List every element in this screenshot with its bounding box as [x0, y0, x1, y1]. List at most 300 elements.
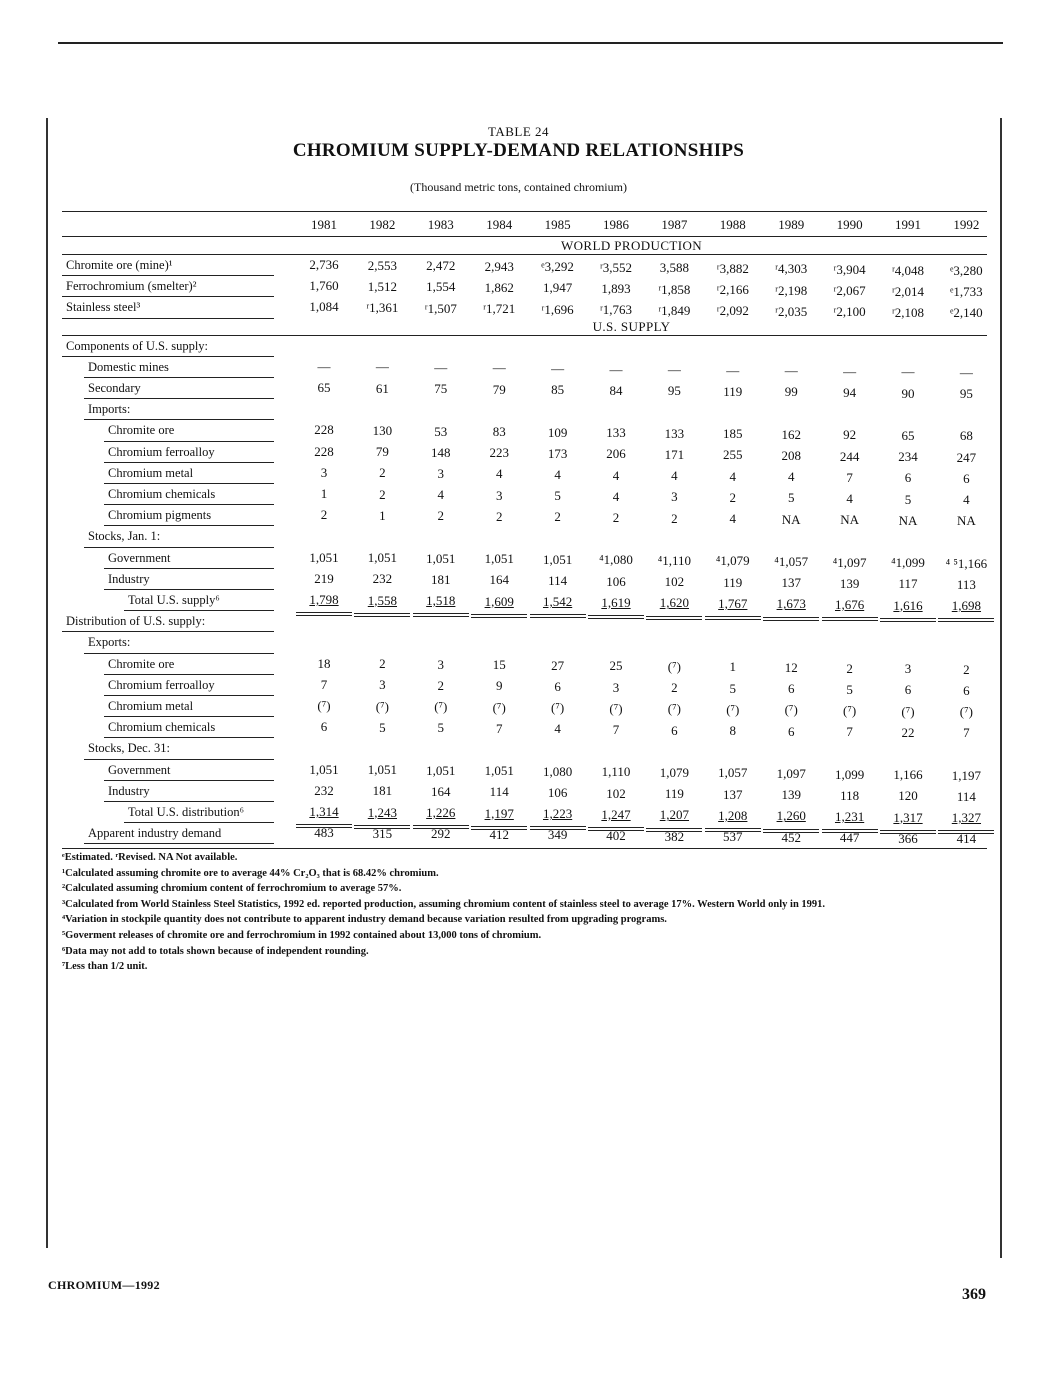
table-cell: 1,051: [309, 761, 339, 777]
table-cell: ʳ2,035: [775, 303, 808, 319]
table-cell: 292: [431, 826, 451, 842]
row-rule: [84, 547, 274, 548]
row-rule: [104, 504, 274, 505]
row-rule: [84, 653, 274, 654]
table-title: CHROMIUM SUPPLY-DEMAND RELATIONSHIPS: [292, 140, 745, 161]
table-cell: 5: [379, 719, 386, 735]
table-cell: 6: [671, 722, 678, 738]
table-cell: ʳ1,763: [599, 302, 633, 318]
total-double-rule: [413, 613, 469, 614]
table-cell: 2: [554, 509, 561, 525]
table-cell: (⁷): [784, 702, 798, 718]
table-cell: ʳ2,166: [716, 282, 749, 298]
table-cell: NA: [781, 511, 801, 527]
table-cell: 15: [492, 657, 506, 673]
table-cell: 75: [434, 381, 448, 397]
table-cell: —: [667, 362, 681, 378]
table-cell: 148: [431, 444, 451, 460]
table-cell: 1,051: [426, 762, 456, 778]
year-header: 1983: [427, 217, 454, 232]
table-cell: 537: [723, 829, 743, 845]
table-cell: 4: [437, 487, 445, 503]
table-cell: —: [784, 363, 798, 379]
table-cell: ʳ2,014: [891, 283, 925, 299]
table-cell: 315: [372, 825, 393, 841]
table-cell: —: [726, 362, 740, 378]
table-cell: 402: [606, 827, 626, 843]
table-cell: 3: [904, 661, 912, 677]
row-rule: [104, 589, 274, 590]
table-cell: 68: [959, 428, 973, 444]
table-cell: 223: [489, 445, 509, 461]
table-cell: 114: [489, 784, 509, 800]
table-cell: ⁴1,099: [891, 555, 925, 571]
row-label: Industry: [108, 571, 150, 586]
table-cell: 7: [320, 676, 328, 692]
table-cell: ⁴1,057: [774, 554, 809, 569]
row-rule: [84, 419, 274, 420]
total-value: 1,798: [309, 592, 339, 607]
section-rule: [62, 335, 987, 336]
table-cell: 1,079: [659, 764, 690, 780]
table-cell: 7: [846, 469, 853, 485]
table-cell: 173: [547, 445, 568, 461]
table-cell: 219: [314, 570, 334, 586]
table-cell: 3: [671, 489, 678, 505]
table-cell: NA: [840, 512, 859, 528]
footnotes: [62, 850, 992, 975]
table-cell: 2: [379, 465, 386, 481]
table-cell: ʳ2,108: [891, 304, 925, 320]
row-rule: [104, 462, 274, 463]
row-rule: [84, 843, 274, 844]
table-number: TABLE 24: [487, 124, 550, 139]
total-value: 1,673: [776, 596, 806, 612]
table-cell: 208: [781, 448, 801, 463]
row-label: Chromium pigments: [108, 508, 212, 523]
table-cell: 1,051: [309, 549, 339, 565]
table-cell: 2,553: [367, 257, 398, 273]
table-cell: 25: [609, 658, 623, 674]
table-cell: 1,051: [484, 763, 514, 779]
row-rule: [84, 398, 274, 399]
table-cell: 5: [729, 680, 737, 696]
total-double-rule: [822, 617, 878, 618]
table-cell: 7: [612, 721, 620, 737]
table-cell: 3: [320, 464, 328, 480]
total-value: 1,247: [601, 806, 631, 822]
table-cell: 85: [551, 382, 565, 398]
table-cell: 18: [317, 655, 331, 671]
row-label: Chromium ferroalloy: [108, 444, 215, 459]
year-header: 1989: [778, 217, 805, 232]
row-rule: [104, 737, 274, 738]
table-cell: ʳ2,100: [833, 304, 866, 320]
total-value: 1,260: [776, 808, 806, 824]
table-cell: 119: [664, 786, 684, 802]
row-rule: [104, 780, 274, 781]
table-cell: 139: [781, 787, 801, 803]
table-cell: ʳ2,092: [716, 303, 749, 319]
table-cell: 95: [959, 386, 973, 402]
table-cell: 2,472: [426, 258, 456, 274]
year-header: 1982: [369, 217, 396, 232]
table-cell: (⁷): [375, 698, 389, 714]
year-header: 1992: [953, 217, 980, 232]
table-cell: ʳ1,721: [483, 301, 516, 317]
table-cell: 3,588: [659, 260, 690, 276]
footnote: ¹Calculated assuming chromite ore to average 44% Cr₂O₃ that is 68.42% chromium.: [62, 867, 439, 879]
table-cell: (⁷): [842, 702, 857, 718]
table-cell: ⁴1,080: [599, 552, 633, 568]
table-cell: ʳ1,696: [541, 301, 574, 317]
table-cell: ᵉ3,292: [541, 259, 574, 275]
table-cell: 6: [904, 682, 912, 698]
table-cell: 1: [320, 486, 328, 501]
table-cell: 2: [379, 486, 386, 502]
table-cell: 5: [846, 681, 853, 697]
table-cell: (⁷): [550, 700, 565, 716]
row-rule: [62, 275, 274, 276]
row-label: Chromium metal: [108, 465, 194, 480]
table-cell: 106: [606, 573, 626, 589]
table-cell: —: [375, 359, 389, 375]
table-cell: 1,084: [309, 299, 339, 315]
row-label: Stainless steel³: [66, 300, 141, 315]
table-cell: ʳ1,507: [424, 300, 457, 316]
table-cell: 452: [781, 829, 801, 845]
table-cell: 102: [664, 574, 685, 590]
table-cell: 382: [664, 828, 685, 844]
table-cell: 99: [784, 384, 798, 400]
table-cell: 164: [431, 783, 451, 799]
table-cell: 1,051: [484, 551, 514, 567]
total-value: 1,226: [426, 805, 456, 821]
total-value: 1,207: [659, 807, 690, 823]
table-cell: 1,057: [718, 765, 748, 781]
row-label: Domestic mines: [88, 359, 169, 374]
table-cell: —: [317, 358, 331, 374]
total-double-rule: [705, 619, 761, 620]
table-cell: 114: [548, 573, 568, 588]
table-cell: 349: [547, 827, 568, 843]
table-cell: ʳ4,048: [891, 262, 925, 278]
table-cell: ʳ3,882: [716, 260, 749, 276]
table-cell: 139: [839, 575, 860, 591]
table-cell: 6: [554, 679, 561, 694]
table-cell: 1,051: [426, 550, 456, 566]
table-cell: 120: [898, 788, 918, 804]
table-cell: 2: [963, 661, 970, 677]
row-rule: [104, 483, 274, 484]
table-units: (Thousand metric tons, contained chromium): [410, 180, 627, 194]
table-cell: 234: [898, 449, 918, 465]
footnote: ⁵Goverment releases of chromite ore and ferrochromium in 1992 contained about 13,000 tons of chromium.: [62, 929, 542, 941]
right-margin-rule: [1000, 118, 1002, 1258]
table-cell: (⁷): [492, 699, 506, 715]
total-value: 1,616: [893, 597, 923, 613]
table-cell: 113: [956, 576, 976, 592]
table-cell: 118: [840, 787, 860, 803]
total-double-rule: [705, 616, 761, 617]
total-double-rule: [471, 614, 527, 615]
row-rule: [84, 377, 274, 378]
table-cell: (⁷): [667, 658, 681, 674]
table-cell: 137: [781, 575, 801, 591]
table-cell: 137: [723, 786, 743, 802]
year-header: 1988: [719, 217, 746, 232]
table-cell: ʳ3,904: [833, 261, 866, 277]
row-rule: [104, 568, 274, 569]
row-rule: [84, 759, 274, 760]
table-cell: 232: [372, 571, 393, 587]
table-cell: 1,947: [542, 280, 573, 296]
total-double-rule: [763, 620, 819, 621]
year-header: 1987: [661, 217, 688, 232]
table-cell: —: [609, 361, 623, 377]
table-cell: 1,080: [542, 763, 573, 779]
table-cell: 228: [314, 422, 334, 438]
table-cell: 255: [723, 447, 743, 463]
table-cell: 2,943: [484, 258, 514, 274]
row-label: Exports:: [88, 635, 131, 650]
table-cell: 206: [606, 446, 626, 462]
table-cell: 6: [904, 470, 912, 486]
total-value: 1,243: [367, 804, 398, 820]
total-double-rule: [938, 618, 994, 619]
table-cell: ʳ3,552: [599, 259, 633, 275]
table-cell: 1,051: [367, 762, 398, 778]
table-cell: 1,051: [542, 551, 573, 567]
row-label: Ferrochromium (smelter)²: [66, 279, 197, 294]
table-cell: 2: [846, 660, 853, 676]
table-cell: 1,760: [309, 278, 339, 294]
table-cell: 2,736: [309, 257, 339, 272]
table-cell: 6: [963, 682, 970, 698]
total-double-rule: [822, 620, 878, 621]
year-header: 1984: [486, 217, 513, 232]
table-cell: 109: [547, 424, 568, 440]
table-cell: —: [959, 364, 973, 380]
total-double-rule: [763, 617, 819, 618]
row-rule: [104, 525, 274, 526]
table-cell: 5: [904, 491, 912, 507]
total-double-rule: [530, 614, 586, 615]
table-cell: ⁴1,097: [832, 554, 867, 570]
total-double-rule: [880, 621, 936, 622]
table-cell: 2: [437, 508, 445, 524]
table-cell: 106: [547, 785, 568, 800]
table-cell: 2: [495, 508, 503, 524]
table-cell: 7: [495, 720, 503, 736]
year-header: 1990: [836, 217, 863, 232]
row-label: Stocks, Jan. 1:: [88, 529, 161, 544]
total-value: 1,620: [659, 595, 690, 611]
total-value: 1,698: [951, 598, 982, 614]
table-cell: 12: [784, 660, 798, 675]
left-margin-rule: [46, 118, 48, 1248]
table-cell: —: [492, 360, 506, 376]
top-rule: [58, 42, 1003, 44]
table-cell: 84: [609, 382, 623, 398]
table-cell: 181: [431, 571, 451, 587]
table-cell: —: [901, 364, 915, 380]
table-cell: ʳ4,303: [775, 261, 808, 277]
table-cell: —: [434, 359, 448, 375]
table-cell: 1,097: [776, 766, 806, 781]
footnote: ⁶Data may not add to totals shown because of independent rounding.: [62, 945, 369, 957]
table-cell: 65: [317, 380, 331, 395]
table-cell: 244: [839, 448, 860, 464]
table-cell: 133: [606, 425, 626, 441]
table-cell: 164: [489, 572, 509, 588]
table-cell: ᵉ3,280: [950, 263, 983, 279]
table-cell: 228: [314, 443, 334, 459]
total-value: 1,317: [893, 809, 923, 825]
footnote: ᵉEstimated. ʳRevised. NA Not available.: [62, 852, 238, 863]
table-cell: 61: [375, 380, 389, 396]
table-cell: (⁷): [609, 700, 623, 716]
table-cell: 2: [320, 507, 328, 523]
table-cell: 232: [314, 782, 334, 798]
row-rule: [62, 356, 274, 357]
table-cell: 1,893: [601, 280, 631, 296]
section-heading: WORLD PRODUCTION: [560, 238, 703, 253]
table-cell: 3: [437, 465, 445, 481]
total-double-rule: [296, 615, 352, 616]
table-cell: (⁷): [434, 699, 448, 715]
total-double-rule: [646, 619, 702, 620]
table-cell: 4: [612, 467, 620, 483]
year-header: 1981: [311, 217, 337, 232]
total-double-rule: [646, 616, 702, 617]
footnote: ³Calculated from World Stainless Steel Statistics, 1992 ed. reported production, assuming chromium content of stainless steel to average 17%. Western World only in 1991.: [62, 898, 826, 910]
table-cell: 4: [554, 721, 561, 737]
total-value: 1,619: [601, 594, 631, 610]
total-row-label: Total U.S. distribution⁶: [128, 805, 244, 819]
table-cell: 2: [729, 489, 737, 505]
table-cell: —: [843, 363, 857, 379]
row-rule: [124, 610, 274, 611]
total-value: 1,208: [718, 807, 748, 823]
table-cell: 95: [667, 383, 681, 399]
row-rule: [104, 695, 274, 696]
row-label: Imports:: [88, 402, 131, 417]
table-cell: 79: [492, 381, 506, 397]
total-double-rule: [880, 618, 936, 619]
table-cell: 1,862: [484, 279, 514, 295]
running-footer: CHROMIUM—1992: [48, 1278, 160, 1292]
table-cell: 4: [729, 468, 737, 484]
table-cell: 414: [956, 831, 977, 847]
total-value: 1,197: [484, 805, 514, 821]
table-cell: 8: [729, 723, 737, 739]
table-cell: 7: [846, 724, 853, 740]
row-label: Government: [108, 550, 171, 565]
table-cell: 94: [843, 384, 857, 400]
table-cell: 185: [723, 426, 743, 442]
row-rule: [62, 318, 274, 319]
table-cell: 22: [901, 724, 915, 740]
table-cell: 90: [901, 385, 915, 401]
table-cell: 4: [612, 488, 620, 504]
table-cell: 6: [963, 470, 970, 486]
table-cell: 1,512: [367, 278, 398, 294]
table-cell: 1,110: [601, 764, 631, 780]
table-cell: 247: [956, 449, 977, 465]
section-rule: [62, 254, 987, 255]
table-cell: 53: [434, 423, 448, 439]
table-cell: 117: [898, 576, 918, 592]
table-cell: 92: [843, 427, 857, 443]
total-double-rule: [530, 617, 586, 618]
table-cell: 27: [551, 657, 565, 673]
table-cell: 2: [379, 656, 386, 672]
table-cell: 181: [372, 783, 393, 799]
footnote: ²Calculated assuming chromium content of ferrochromium to average 57%.: [62, 883, 402, 895]
table-cell: 7: [963, 725, 970, 741]
row-rule: [62, 631, 274, 632]
table-cell: ⁴ ⁵1,166: [945, 555, 988, 571]
row-rule: [104, 801, 274, 802]
table-cell: 133: [664, 425, 685, 441]
row-rule: [104, 674, 274, 675]
table-cell: 3: [612, 679, 620, 695]
table-cell: 1: [729, 659, 737, 675]
footnote: ⁷Less than 1/2 unit.: [62, 961, 148, 973]
row-label: Chromium chemicals: [108, 487, 216, 501]
table-cell: ᵉ2,140: [950, 305, 983, 321]
table-cell: 1,099: [834, 766, 865, 782]
row-rule: [104, 716, 274, 717]
table-cell: ʳ2,067: [833, 283, 866, 299]
table-cell: 4: [963, 492, 970, 508]
table-cell: 6: [320, 719, 328, 735]
row-label: Chromium chemicals: [108, 720, 216, 735]
table-cell: (⁷): [959, 704, 973, 720]
table-cell: 5: [437, 720, 445, 736]
row-rule: [124, 822, 274, 823]
total-value: 1,609: [484, 593, 514, 609]
total-value: 1,231: [834, 808, 865, 824]
total-value: 1,542: [542, 594, 573, 610]
total-value: 1,518: [426, 593, 456, 609]
table-cell: 5: [787, 490, 795, 506]
total-double-rule: [354, 616, 410, 617]
year-header: 1985: [544, 217, 571, 232]
table-cell: NA: [898, 512, 918, 528]
page-number: 369: [962, 1286, 986, 1303]
table-top-rule: [62, 211, 987, 212]
table-cell: 4: [729, 511, 737, 527]
table-cell: 1,554: [426, 279, 456, 295]
table-cell: 483: [314, 825, 334, 841]
row-label: Chromium ferroalloy: [108, 677, 215, 692]
table-cell: ʳ1,858: [658, 281, 691, 297]
total-value: 1,676: [834, 596, 865, 612]
total-value: 1,558: [367, 592, 398, 608]
table-cell: 2: [437, 677, 445, 693]
table-cell: 366: [898, 830, 918, 846]
row-label: Components of U.S. supply:: [66, 338, 209, 353]
year-header: 1991: [895, 217, 921, 232]
row-label: Chromite ore (mine)¹: [66, 258, 173, 272]
row-label: Secondary: [88, 381, 141, 395]
header-bottom-rule: [62, 236, 987, 237]
row-label: Chromite ore: [108, 423, 175, 438]
section-heading: U.S. SUPPLY: [592, 318, 671, 334]
table-cell: 4: [846, 490, 853, 506]
